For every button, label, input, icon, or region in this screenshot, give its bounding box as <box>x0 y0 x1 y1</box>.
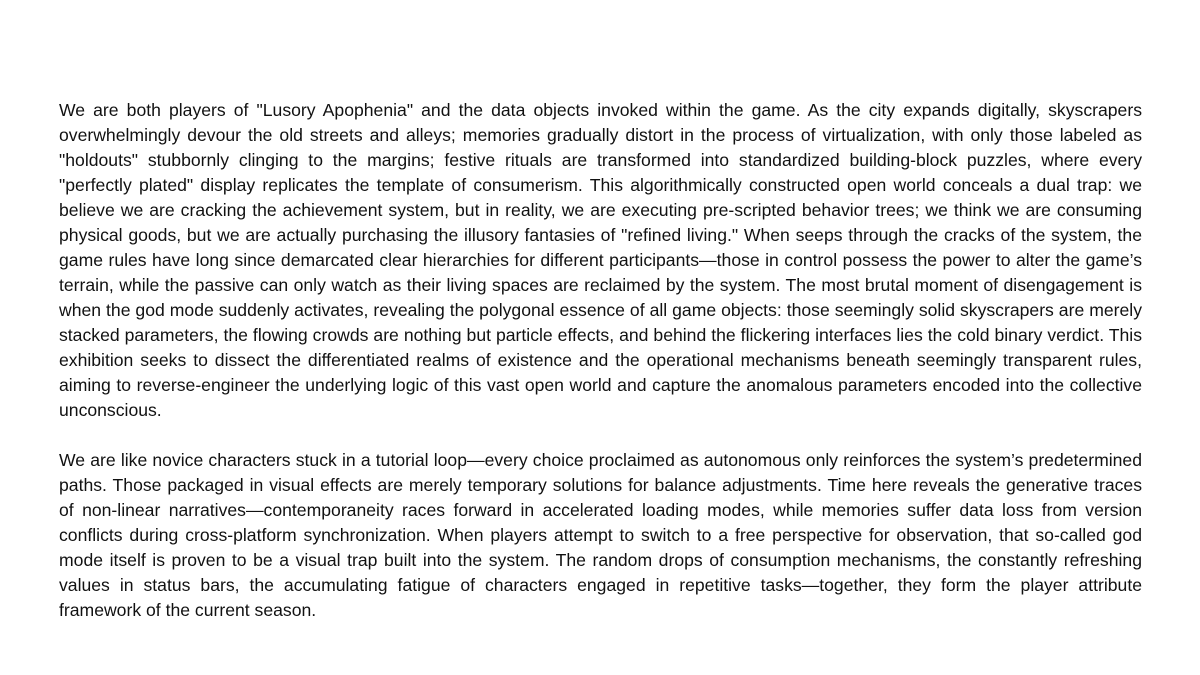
document-body <box>59 98 1142 623</box>
paragraph-tutorial-loop: We are like novice characters stuck in a tutorial loop—every choice proclaimed as autonomous only reinforces the system’s predetermined paths. Those packaged in visual effects are merely temporary solutions for balance adjustments. Time here reveals the generative traces of non-linear narratives—contemporaneity races forward in accelerated loading modes, while memories suffer data loss from version conflicts during cross-platform synchronization. When players attempt to switch to a free perspective for observation, that so-called god mode itself is proven to be a visual trap built into the system. The random drops of consumption mechanisms, the constantly refreshing values in status bars, the accumulating fatigue of characters engaged in repetitive tasks—together, they form the player attribute framework of the current season. <box>59 450 1142 620</box>
paragraph-intro: We are both players of "Lusory Apophenia" and the data objects invoked within the game. As the city expands digitally, skyscrapers overwhelmingly devour the old streets and alleys; memories gradually distort in the process of virtualization, with only those labeled as "holdouts" stubbornly clinging to the margins; festive rituals are transformed into standardized building-block puzzles, where every "perfectly plated" display replicates the template of consumerism. This algorithmically constructed open world conceals a dual trap: we believe we are cracking the achievement system, but in reality, we are executing pre-scripted behavior trees; we think we are consuming physical goods, but we are actually purchasing the illusory fantasies of "refined living." When seeps through the cracks of the system, the game rules have long since demarcated clear hierarchies for different participants—those in control possess the power to alter the game’s terrain, while the passive can only watch as their living spaces are reclaimed by the system. The most brutal moment of disengagement is when the god mode suddenly activates, revealing the polygonal essence of all game objects: those seemingly solid skyscrapers are merely stacked parameters, the flowing crowds are nothing but particle effects, and behind the flickering interfaces lies the cold binary verdict. This exhibition seeks to dissect the differentiated realms of existence and the operational mechanisms beneath seemingly transparent rules, aiming to reverse-engineer the underlying logic of this vast open world and capture the anomalous parameters encoded into the collective unconscious. <box>59 100 1142 420</box>
